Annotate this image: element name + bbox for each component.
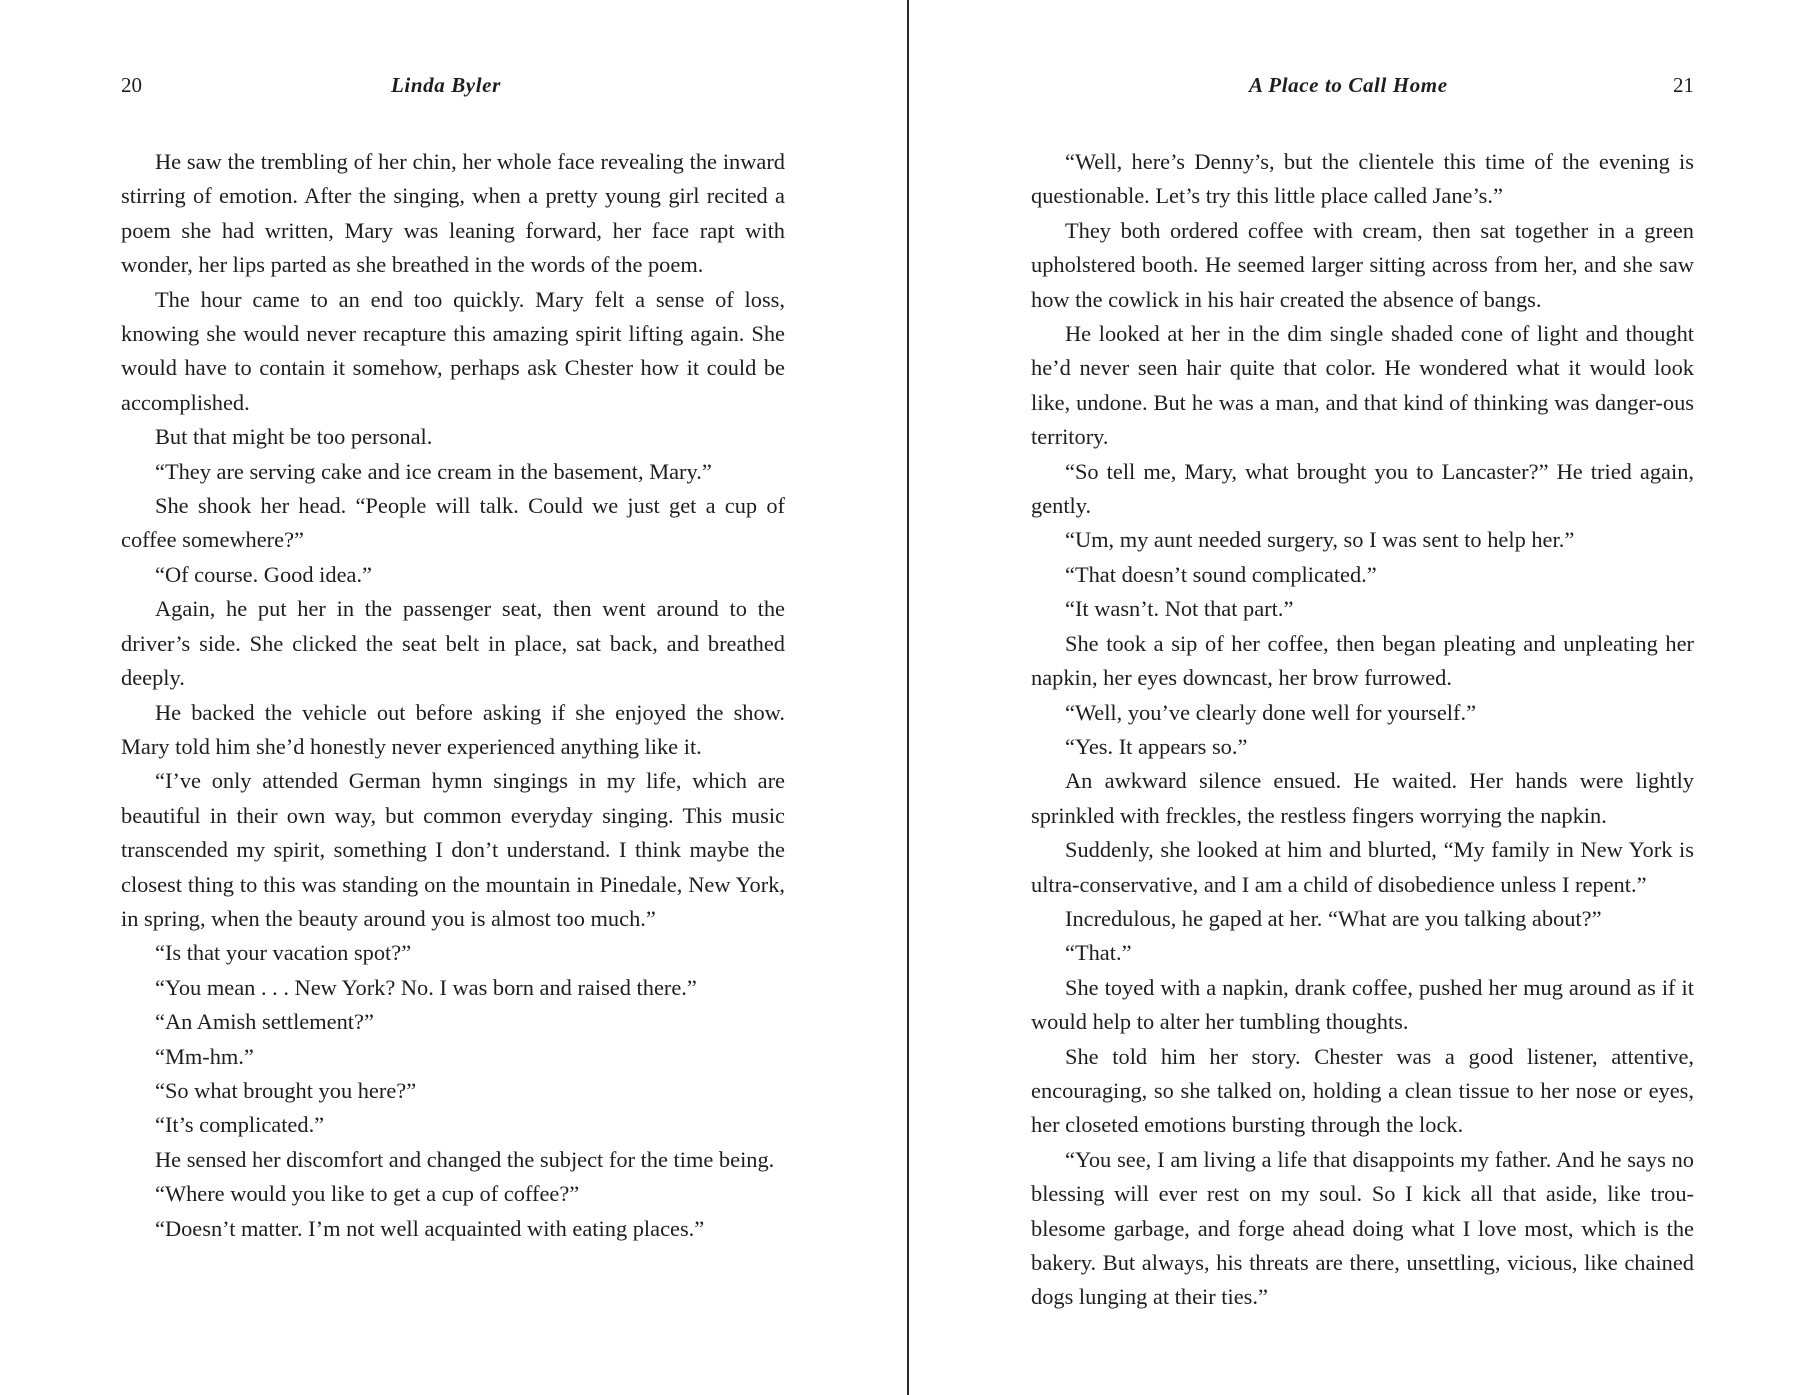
paragraph: “Where would you like to get a cup of coffee?” bbox=[155, 1181, 580, 1207]
right-page bbox=[1031, 0, 1694, 1395]
right-book-title: A Place to Call Home bbox=[1249, 73, 1448, 97]
paragraph: “It’s complicated.” bbox=[155, 1112, 325, 1138]
left-page-number: 20 bbox=[121, 73, 142, 97]
paragraph: An awkward silence ensued. He waited. Her hands were lightly sprinkled with freckles, the restless fingers worrying the napkin. bbox=[1031, 768, 1694, 828]
paragraph: He sensed her discomfort and changed the subject for the time being. bbox=[155, 1146, 775, 1172]
paragraph: They both ordered coffee with cream, then sat together in a green upholstered booth. He seemed larger sitting across from her, and she saw how the cowlick in his hair created the absence of bangs. bbox=[1031, 217, 1694, 312]
left-body-text bbox=[121, 145, 785, 1246]
paragraph: She shook her head. “People will talk. Could we just get a cup of coffee somewhere?” bbox=[121, 493, 785, 553]
left-running-head bbox=[121, 70, 785, 100]
paragraph: But that might be too personal. bbox=[155, 424, 433, 450]
paragraph: “Is that your vacation spot?” bbox=[155, 940, 412, 966]
right-page-number: 21 bbox=[1673, 73, 1694, 97]
paragraph: Again, he put her in the passenger seat, then went around to the driver’s side. She clicked the seat belt in place, sat back, and breathed deeply. bbox=[121, 596, 785, 691]
paragraph: She toyed with a napkin, drank coffee, pushed her mug around as if it would help to alter her tumbling thoughts. bbox=[1031, 974, 1694, 1035]
paragraph: “Doesn’t matter. I’m not well acquainted with eating places.” bbox=[155, 1215, 705, 1241]
paragraph: He backed the vehicle out before asking if she enjoyed the show. Mary told him she’d honestly never experienced anything like it. bbox=[121, 699, 785, 759]
paragraph: Incredulous, he gaped at her. “What are you talking about?” bbox=[1065, 905, 1602, 931]
paragraph: “Yes. It appears so.” bbox=[1065, 733, 1248, 759]
right-body-text bbox=[1031, 145, 1694, 1315]
page-gutter-divider bbox=[907, 0, 909, 1395]
paragraph: “So tell me, Mary, what brought you to Lancaster?” He tried again, gently. bbox=[1031, 458, 1694, 519]
paragraph: She told him her story. Chester was a good listener, attentive, encouraging, so she talked on, holding a clean tissue to her nose or eyes, her closeted emotions bursting through the lock. bbox=[1031, 1043, 1694, 1138]
paragraph: Suddenly, she looked at him and blurted, “My family in New York is ultra-conservative, and I am a child of disobedience unless I repent.” bbox=[1031, 837, 1694, 897]
paragraph: “Of course. Good idea.” bbox=[155, 561, 372, 587]
left-page bbox=[121, 0, 785, 1395]
paragraph: She took a sip of her coffee, then began pleating and unpleating her napkin, her eyes downcast, her brow furrowed. bbox=[1031, 630, 1694, 691]
paragraph: He looked at her in the dim single shaded cone of light and thought he’d never seen hair quite that color. He wondered what it would look like, undone. But he was a man, and that kind of thinking was danger-ous territory. bbox=[1031, 321, 1694, 450]
paragraph: “Mm-hm.” bbox=[155, 1043, 254, 1069]
paragraph: “An Amish settlement?” bbox=[155, 1009, 374, 1035]
paragraph: “So what brought you here?” bbox=[155, 1077, 417, 1103]
paragraph: He saw the trembling of her chin, her whole face revealing the inward stirring of emotion. After the singing, when a pretty young girl recited a poem she had written, Mary was leaning forward, her face rapt with wonder, her lips parted as she breathed in the words of the poem. bbox=[121, 149, 785, 278]
paragraph: “You mean . . . New York? No. I was born and raised there.” bbox=[155, 974, 697, 1000]
paragraph: “Um, my aunt needed surgery, so I was sent to help her.” bbox=[1065, 527, 1575, 553]
paragraph: “You see, I am living a life that disappoints my father. And he says no blessing will ever rest on my soul. So I kick all that aside, like trou-blesome garbage, and forge ahead doing what I love most, which is the bakery. But always, his threats are there, unsettling, vicious, like chained dogs lunging at their ties.” bbox=[1031, 1146, 1694, 1310]
paragraph: “It wasn’t. Not that part.” bbox=[1065, 596, 1294, 622]
paragraph: “Well, here’s Denny’s, but the clientele this time of the evening is questionable. Let’s try this little place called Jane’s.” bbox=[1031, 149, 1694, 209]
paragraph: “That doesn’t sound complicated.” bbox=[1065, 561, 1377, 587]
paragraph: The hour came to an end too quickly. Mary felt a sense of loss, knowing she would never recapture this amazing spirit lifting again. She would have to contain it somehow, perhaps ask Chester how it could be accomplished. bbox=[121, 286, 785, 415]
paragraph: “I’ve only attended German hymn singings in my life, which are beautiful in their own way, but common everyday singing. This music transcended my spirit, something I don’t understand. I think maybe the closest thing to this was standing on the mountain in Pinedale, New York, in spring, when the beauty around you is almost too much.” bbox=[121, 768, 785, 931]
paragraph: “That.” bbox=[1065, 940, 1132, 966]
right-running-head bbox=[1031, 70, 1694, 100]
left-author-name: Linda Byler bbox=[391, 73, 501, 97]
paragraph: “Well, you’ve clearly done well for yourself.” bbox=[1065, 699, 1477, 725]
paragraph: “They are serving cake and ice cream in the basement, Mary.” bbox=[155, 458, 712, 484]
